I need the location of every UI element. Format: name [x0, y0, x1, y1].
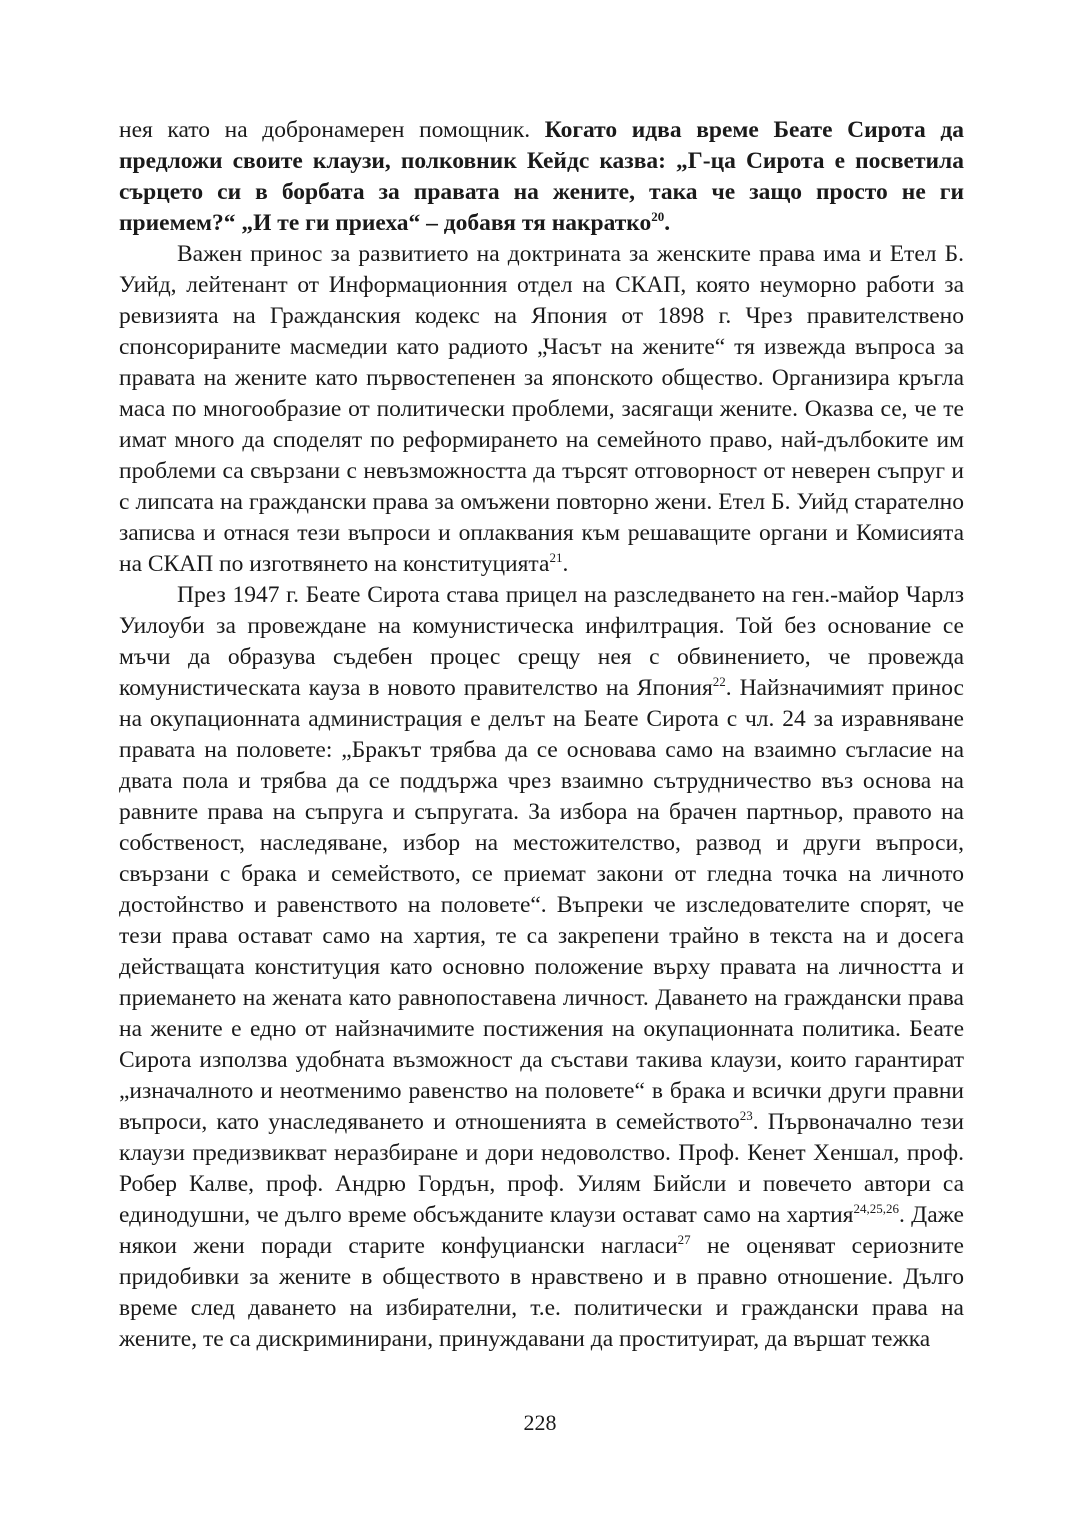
- text-run: Важен принос за развитието на доктрината за женските права има и Етел Б. Уийд, лейтенант от Информационния отдел на СКАП, която неуморно работи за ревизията на Гражданския кодекс на Япония от 1898 г. Чрез правителствено спонсорираните масмедии като радиото „Часът на жените“ тя извежда въпроса за правата на жените като първостепенен за японското общество. Организира кръгла маса по многообразие от политически проблеми, засягащи жените. Оказва се, че те имат много да споделят по реформирането на семейното право, най-дълбоките им проблеми са свързани с невъзможността да търсят отговорност от неверен съпруг и с липсата на граждански права за омъжени повторно жени. Етел Б. Уийд старателно записва и отнася тези въпроси и оплаквания към решаващите органи и Комисията на СКАП по изготвянето на конституцията: [119, 241, 964, 577]
- text-run: .: [664, 210, 671, 236]
- text-run: не оценяват сериозните придобивки за жените в обществото в нравствено и в правно отношение. Дълго време след даването на избирателни, т.е. политически и граждански права на жените, те са дискриминирани, принуждавани да проституират, да вършат тежка: [119, 1233, 964, 1352]
- text-run: . Даже някои жени поради старите конфуциански нагласи: [119, 1202, 964, 1259]
- footnote-reference: 21: [549, 550, 563, 566]
- footnote-reference: 27: [677, 1232, 691, 1248]
- body-text: [119, 115, 964, 1355]
- page-number: 228: [523, 1410, 557, 1435]
- text-run: Когато идва време Беате Сирота да предложи своите клаузи, полковник Кейдс казва: „Г-ца Сирота е посветила сърцето си в борбата за правата на жените, така че защо просто не ги приемем?“ „И те ги приеха“ – добавя тя накратко: [119, 117, 964, 236]
- footnote-reference: 22: [712, 674, 726, 690]
- footnote-reference: 23: [739, 1108, 753, 1124]
- paragraph: [119, 239, 964, 580]
- footnote-reference: 24,25,26: [853, 1201, 899, 1217]
- text-run: .: [562, 551, 569, 577]
- paragraph: [119, 115, 964, 239]
- text-run: . Първоначално тези клаузи предизвикват неразбиране и дори недоволство. Проф. Кенет Хеншал, проф. Робер Калве, проф. Андрю Гордън, проф. Уилям Бийсли и повечето автори са единодушни, че дълго време обсъжданите клаузи остават само на хартия: [119, 1109, 964, 1228]
- text-run: През 1947 г. Беате Сирота става прицел на разследването на ген.-майор Чарлз Уилоуби за провеждане на комунистическа инфилтрация. Той без основание се мъчи да образува съдебен процес срещу нея с обвинението, че провежда комунистическата кауза в новото правителство на Япония: [119, 582, 964, 701]
- text-run: нея като на добронамерен помощник.: [119, 117, 545, 143]
- paragraph: [119, 580, 964, 1355]
- footnote-reference: 20: [651, 209, 665, 225]
- text-run: . Найзначимият принос на окупационната администрация е делът на Беате Сирота с чл. 24 за изравняване правата на половете: „Бракът трябва да се основава само на взаимно съгласие на двата пола и трябва да се поддържа чрез взаимно сътрудничество въз основа на равните права на съпруга и съпругата. За избора на брачен партньор, правото на собственост, наследяване, избор на местожителство, развод и други въпроси, свързани с брака и семейството, се приемат закони от гледна точка на личното достойнство и равенството на половете“. Въпреки че изследователите спорят, че тези права остават само на хартия, те са закрепени трайно в текста на и досега действащата конституция като основно положение върху правата на личността и приемането на жената като равнопоставена личност. Даването на граждански права на жените е едно от найзначимите постижения на окупационната политика. Беате Сирота използва удобната възможност да състави такива клаузи, които гарантират „изначалното и неотменимо равенство на половете“ в брака и всички други правни въпроси, като унаследяването и отношенията в семейството: [119, 675, 964, 1135]
